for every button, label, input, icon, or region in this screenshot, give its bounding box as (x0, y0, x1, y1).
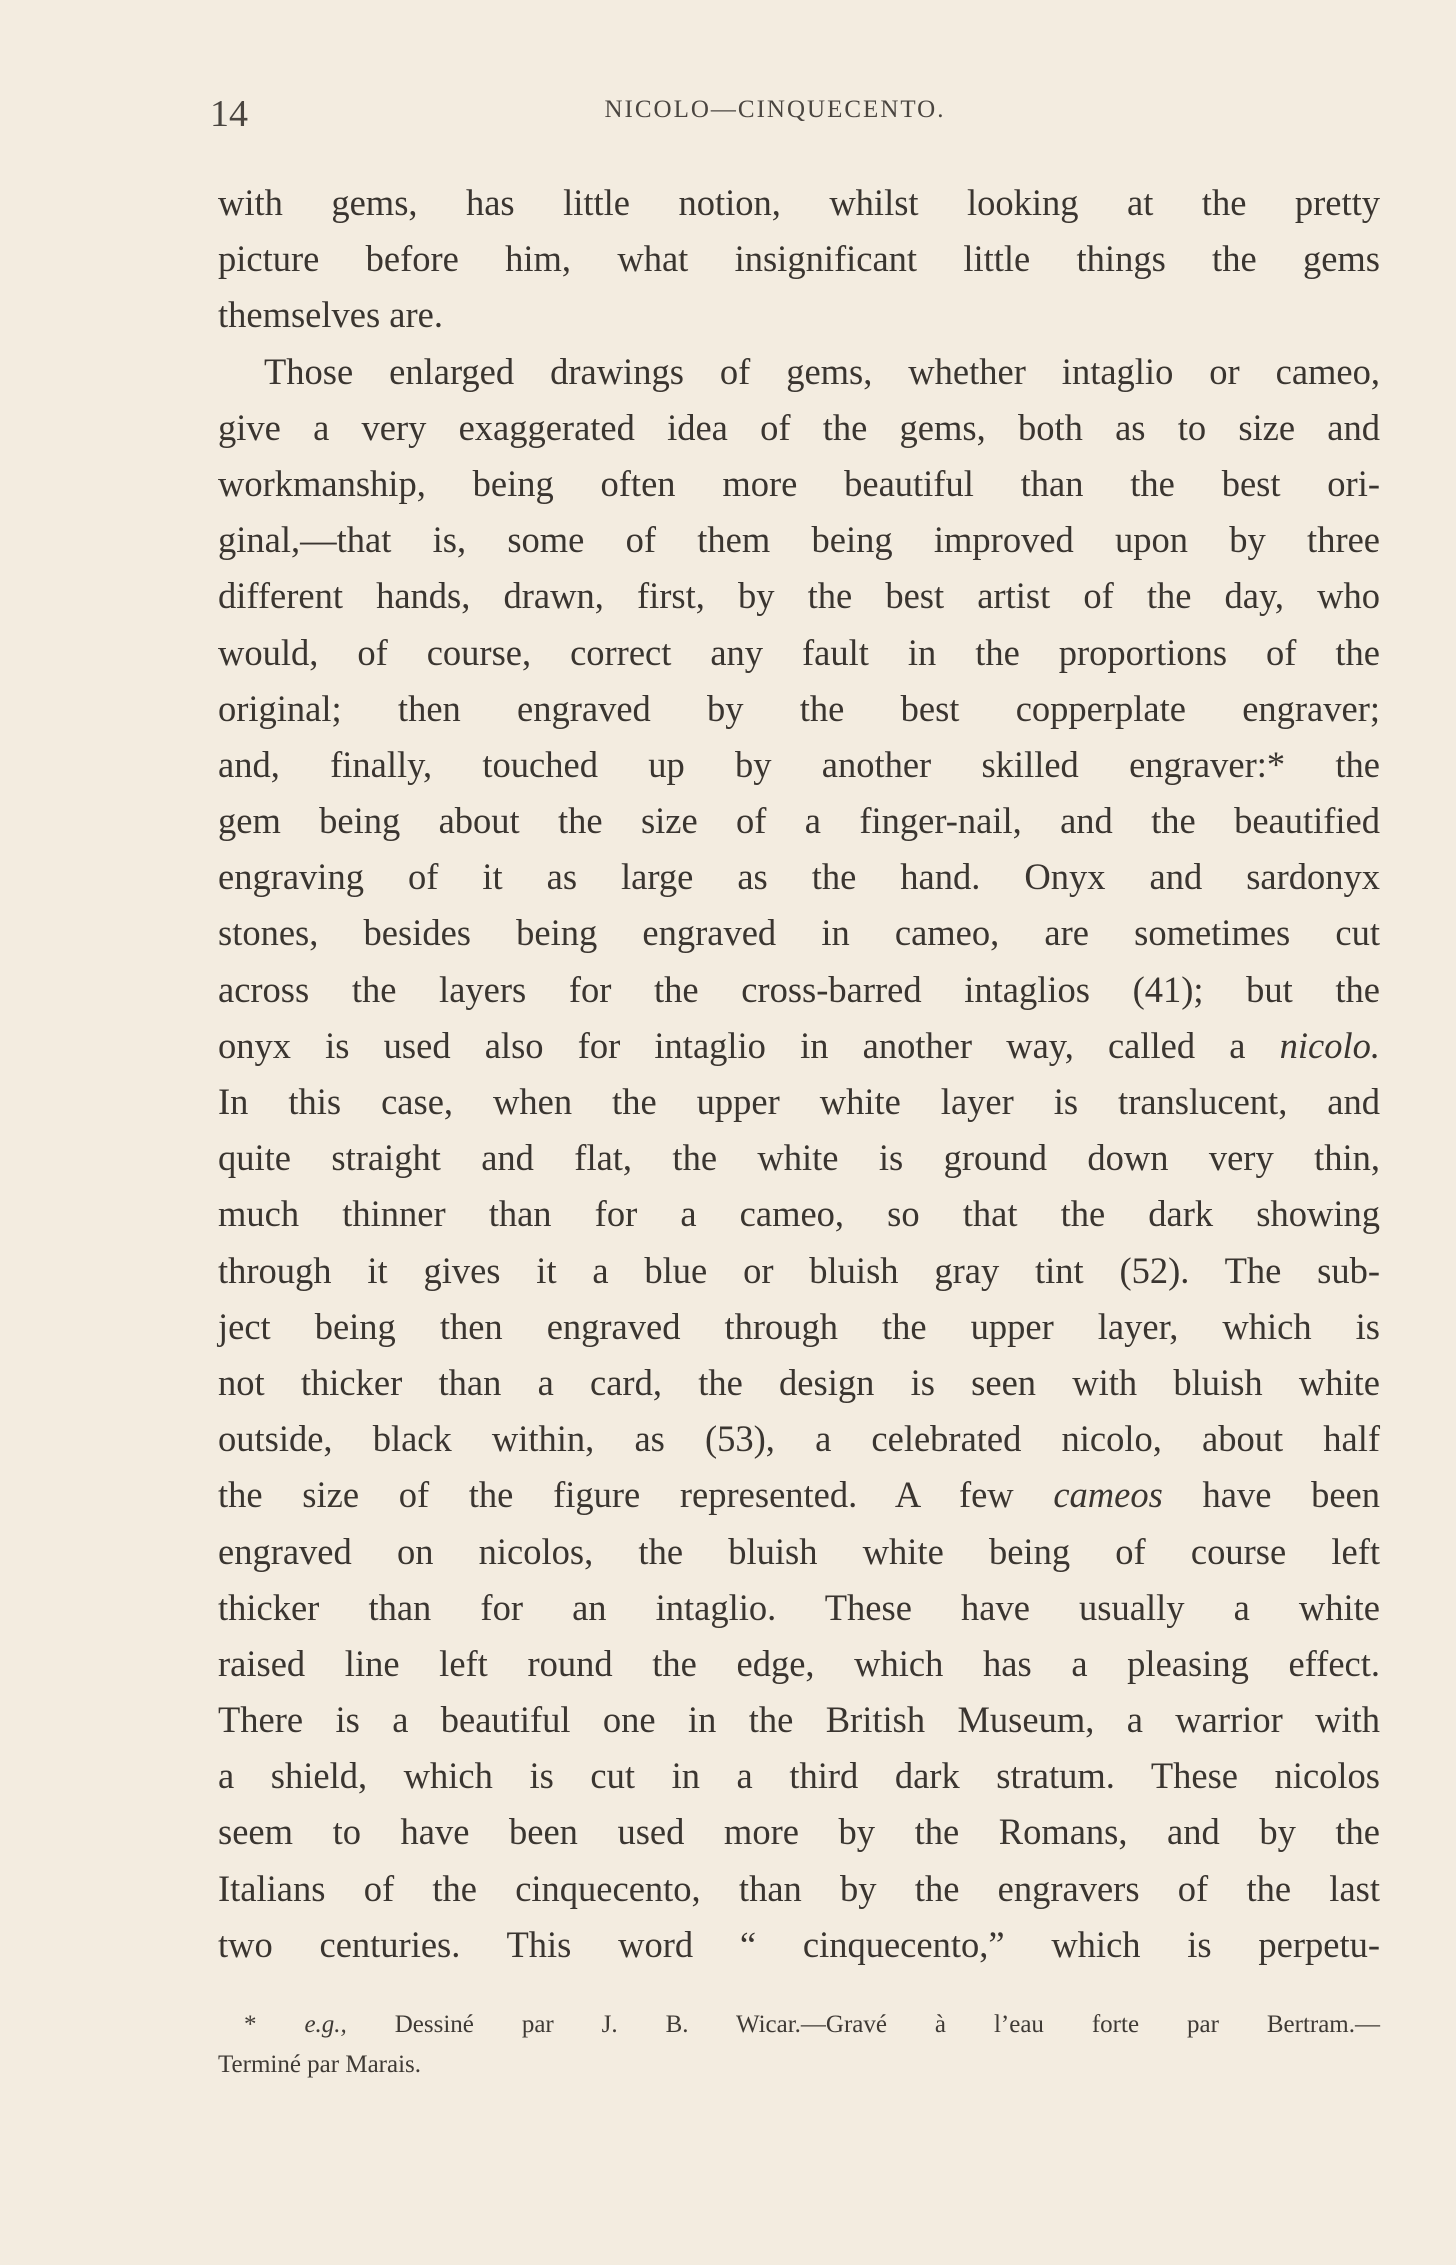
text-line: across the layers for the cross-barred intaglios (41); but the (218, 968, 1380, 1010)
italic-term-nicolo: nicolo. (1279, 1024, 1381, 1066)
text-line: gem being about the size of a finger-nail, and the beautified (218, 800, 1380, 842)
text-line: would, of course, correct any fault in the proportions of the (218, 631, 1380, 673)
text-line: seem to have been used more by the Romans, and by the (218, 1811, 1380, 1853)
text-line: engraved on nicolos, the bluish white being of course left (218, 1530, 1380, 1572)
footnote (218, 2005, 1380, 2085)
text-line: stones, besides being engraved in cameo, are sometimes cut (218, 912, 1380, 954)
footnote-text: Dessiné par J. B. Wicar.—Gravé à l’eau forte par Bertram.— (394, 2011, 1381, 2038)
italic-term-cameos: cameos (1053, 1474, 1163, 1516)
text-line: different hands, drawn, first, by the best artist of the day, who (218, 575, 1380, 617)
text-line: quite straight and flat, the white is ground down very thin, (218, 1137, 1380, 1179)
text-line: In this case, when the upper white layer is translucent, and (218, 1081, 1380, 1122)
text-line: engraving of it as large as the hand. Onyx and sardonyx (218, 856, 1380, 898)
text-line: ginal,—that is, some of them being improved upon by three (218, 519, 1380, 561)
text-line: two centuries. This word “ cinquecento,” which is perpetu- (218, 1923, 1380, 1965)
running-head: NICOLO—CINQUECENTO. (604, 96, 946, 123)
text-line: thicker than for an intaglio. These have usually a white (218, 1586, 1380, 1628)
text-line: give a very exaggerated idea of the gems, both as to size and (218, 406, 1380, 448)
footnote-line (218, 2005, 1380, 2045)
text-line: themselves are. (218, 294, 443, 336)
footnote-abbrev: e.g., (304, 2011, 347, 2038)
body-text (218, 175, 1380, 1973)
text-line: with gems, has little notion, whilst looking at the pretty (218, 182, 1380, 223)
text-line: There is a beautiful one in the British Museum, a warrior with (218, 1699, 1380, 1741)
text-line: through it gives it a blue or bluish gray tint (52). The sub- (218, 1249, 1380, 1291)
footnote-marker: * (244, 2011, 257, 2038)
text-line (218, 1018, 1380, 1074)
text-line: raised line left round the edge, which has a pleasing effect. (218, 1642, 1380, 1684)
text-segment: the size of the figure represented. A few (218, 1474, 1014, 1516)
text-line: original; then engraved by the best copperplate engraver; (218, 687, 1380, 729)
text-line: Those enlarged drawings of gems, whether intaglio or cameo, (264, 350, 1380, 392)
text-line: a shield, which is cut in a third dark stratum. These nicolos (218, 1755, 1380, 1797)
text-line: workmanship, being often more beautiful than the best ori- (218, 462, 1380, 504)
footnote-line: Terminé par Marais. (218, 2051, 422, 2078)
page-number: 14 (210, 93, 248, 135)
text-segment: have been (1202, 1474, 1380, 1516)
text-line: ject being then engraved through the upper layer, which is (218, 1305, 1380, 1347)
text-line (218, 1467, 1380, 1523)
page-header (210, 92, 1380, 135)
text-line: and, finally, touched up by another skilled engraver:* the (218, 743, 1380, 785)
text-line: picture before him, what insignificant little things the gems (218, 238, 1380, 280)
text-segment: onyx is used also for intaglio in another way, called a (218, 1024, 1246, 1066)
text-line: Italians of the cinquecento, than by the engravers of the last (218, 1867, 1380, 1909)
text-line: much thinner than for a cameo, so that the dark showing (218, 1193, 1380, 1235)
text-line: outside, black within, as (53), a celebrated nicolo, about half (218, 1418, 1380, 1460)
text-line: not thicker than a card, the design is seen with bluish white (218, 1361, 1380, 1403)
